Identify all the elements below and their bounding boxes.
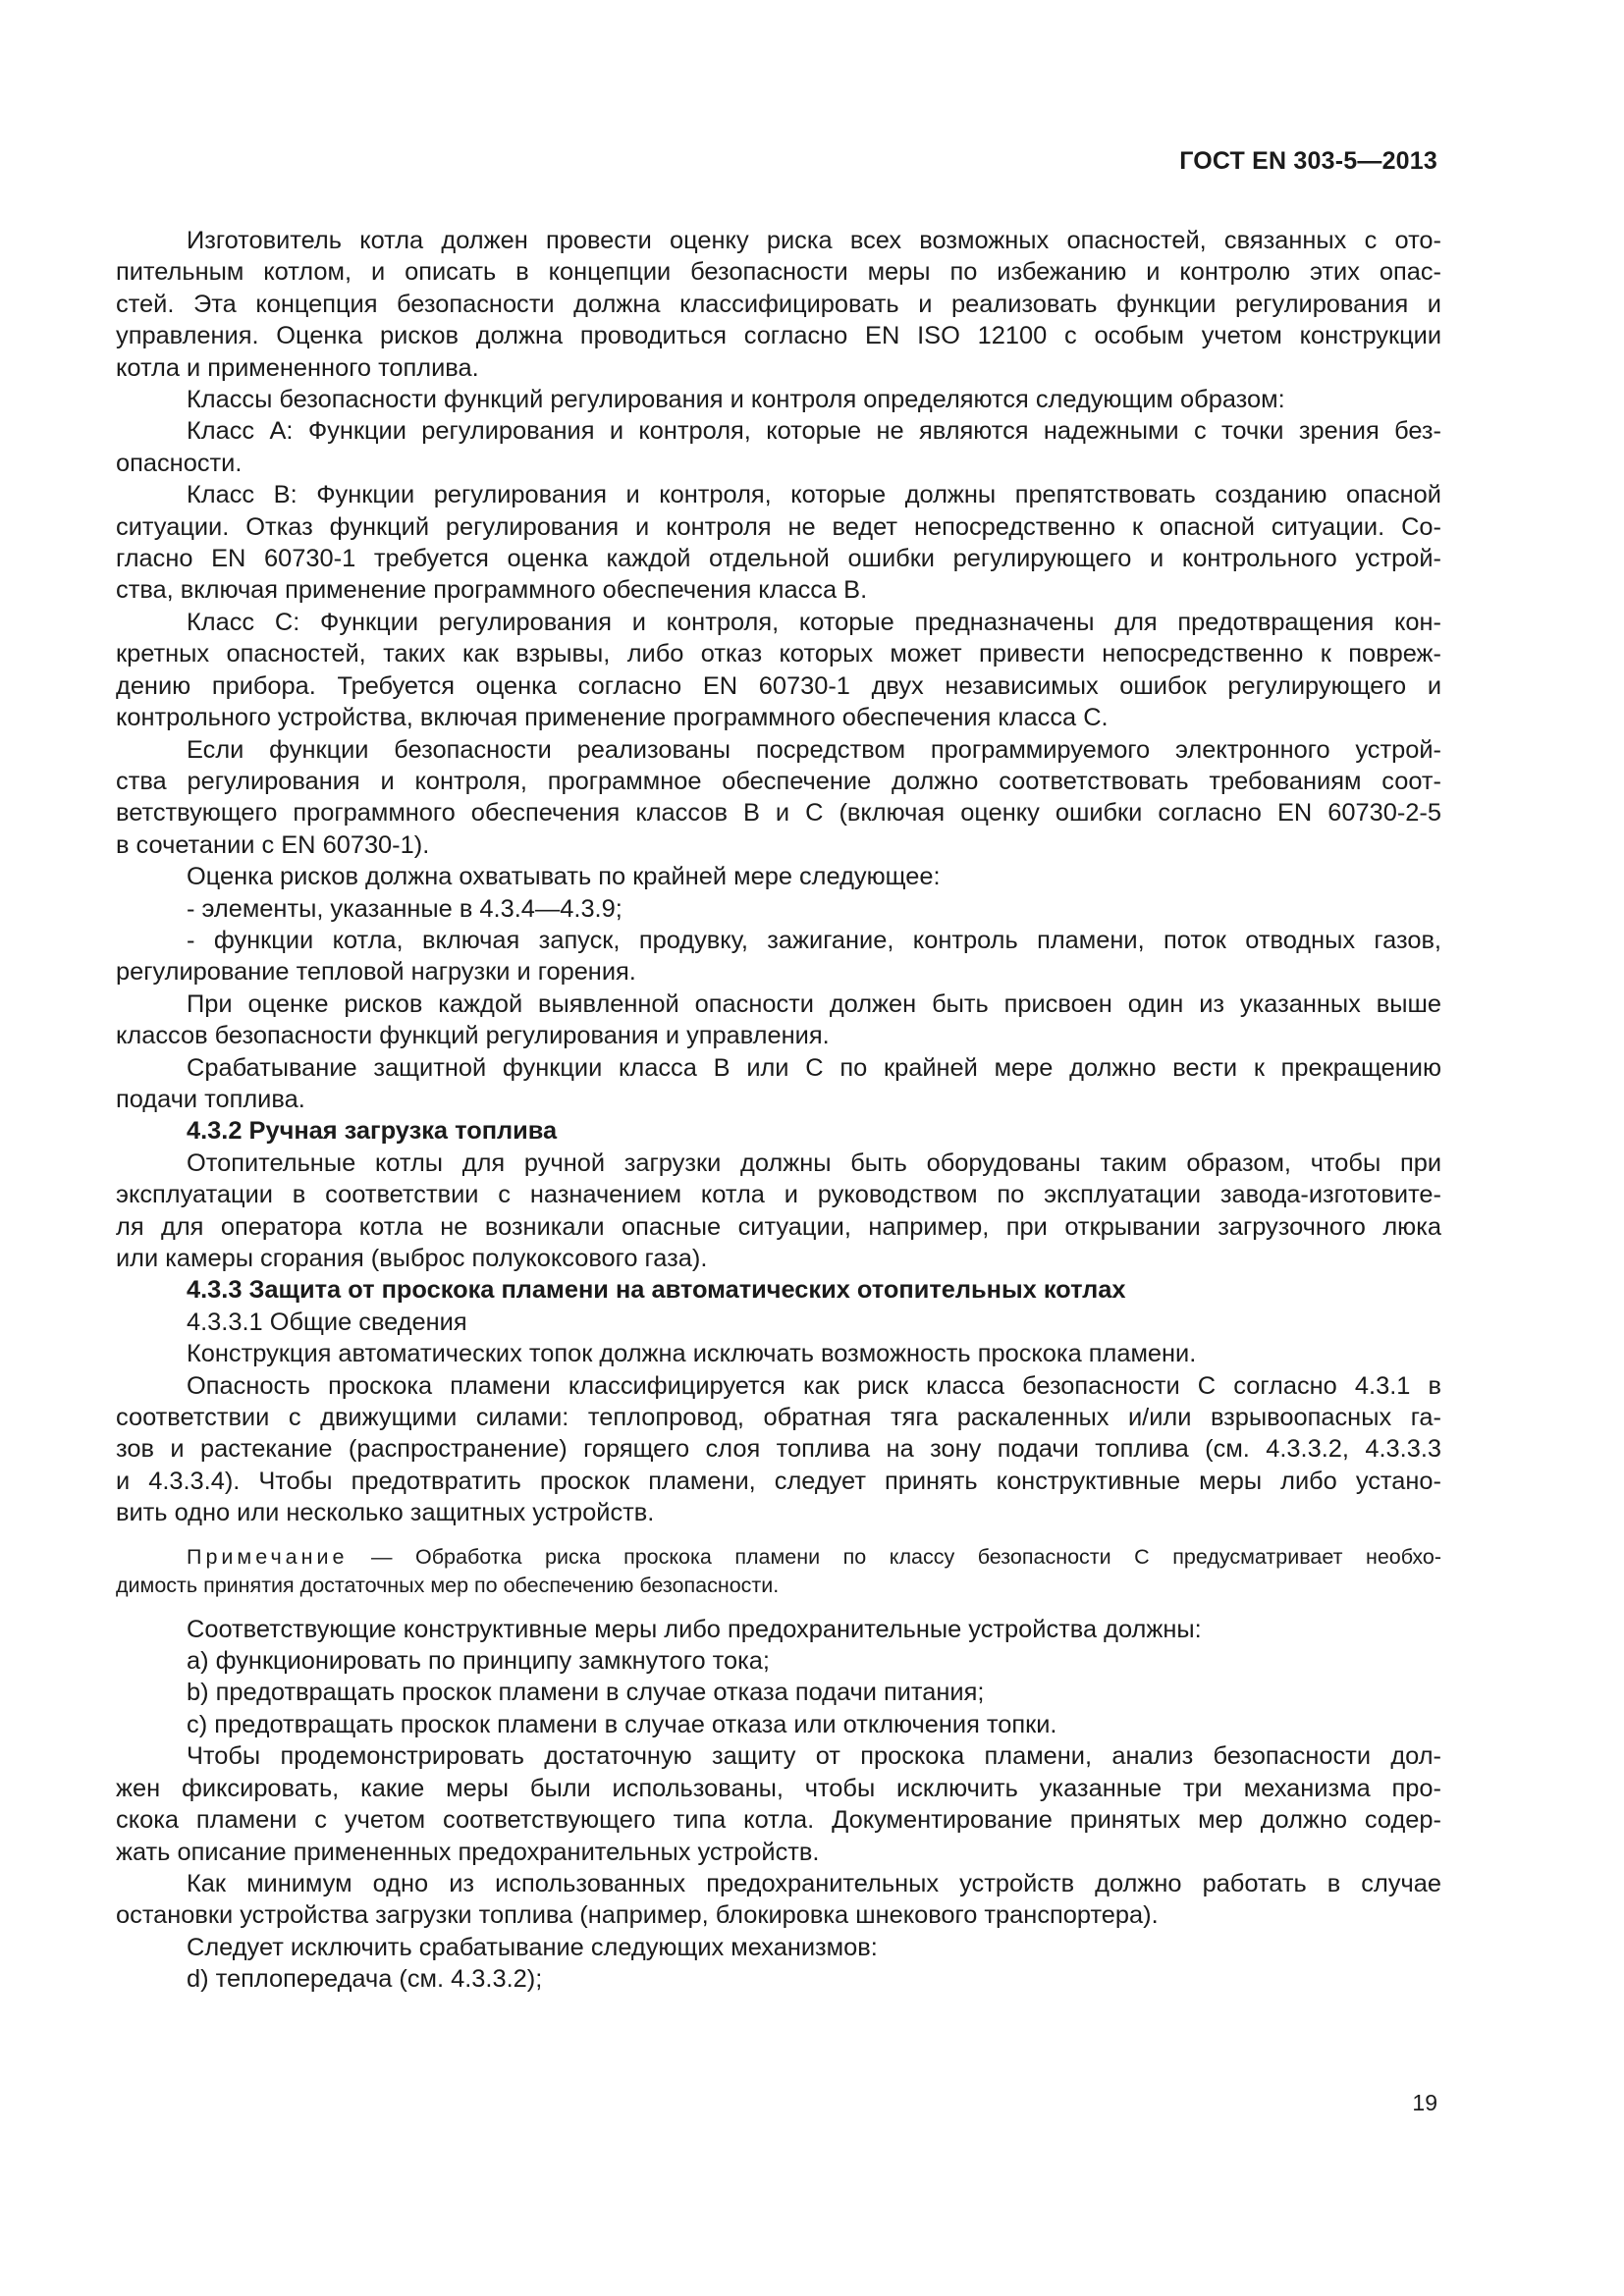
paragraph bbox=[116, 1052, 1441, 1116]
text-line: гласно EN 60730-1 требуется оценка каждой отдельной ошибки регулирующего и контрольного устрой- bbox=[116, 545, 1441, 573]
text-line: ситуации. Отказ функций регулирования и контроля не ведет непосредственно к опасной ситуации. Со- bbox=[116, 512, 1441, 541]
text-line: контрольного устройства, включая применение программного обеспечения класса С. bbox=[116, 704, 1109, 732]
page-number: 19 bbox=[1412, 2090, 1437, 2115]
note-block bbox=[116, 1543, 1441, 1600]
subsection-heading-4-3-3-1: 4.3.3.1 Общие сведения bbox=[187, 1308, 467, 1336]
paragraph bbox=[116, 734, 1441, 862]
text-line: дению прибора. Требуется оценка согласно EN 60730-1 двух независимых ошибок регулирующего и bbox=[116, 671, 1441, 700]
text-line: и 4.3.3.4). Чтобы предотвратить проскок пламени, следует принять конструктивные меры либо устано- bbox=[116, 1467, 1441, 1495]
text-line: Конструкция автоматических топок должна исключать возможность проскока пламени. bbox=[187, 1340, 1197, 1368]
text-line: Опасность проскока пламени классифицируется как риск класса безопасности С согласно 4.3.1 в bbox=[187, 1371, 1441, 1400]
text-line: - элементы, указанные в 4.3.4—4.3.9; bbox=[187, 894, 623, 923]
list-item bbox=[116, 925, 1441, 988]
text-line: классов безопасности функций регулирования и управления. bbox=[116, 1022, 830, 1050]
text-line: эксплуатации в соответствии с назначением котла и руководством по эксплуатации завода-изготовите- bbox=[116, 1181, 1441, 1209]
text-line: Класс С: Функции регулирования и контроля, которые предназначены для предотвращения кон- bbox=[187, 608, 1441, 636]
paragraph bbox=[116, 1338, 1441, 1369]
text-line: стей. Эта концепция безопасности должна классифицировать и реализовать функции регулирования и bbox=[116, 290, 1441, 318]
paragraph bbox=[116, 861, 1441, 892]
text-line: Если функции безопасности реализованы посредством программируемого электронного устрой- bbox=[187, 735, 1441, 764]
paragraph bbox=[116, 1932, 1441, 1963]
paragraph bbox=[116, 1148, 1441, 1275]
paragraph bbox=[116, 1614, 1441, 1645]
list-item bbox=[116, 1709, 1441, 1740]
paragraph bbox=[116, 1370, 1441, 1529]
paragraph bbox=[116, 415, 1441, 479]
text-line: вить одно или несколько защитных устройств. bbox=[116, 1499, 655, 1527]
paragraph bbox=[116, 607, 1441, 734]
text-line: Отопительные котлы для ручной загрузки должны быть оборудованы таким образом, чтобы при bbox=[187, 1148, 1441, 1177]
text-line: Срабатывание защитной функции класса В или С по крайней мере должно вести к прекращению bbox=[187, 1053, 1441, 1082]
list-item bbox=[116, 1963, 1441, 1995]
text-line: или камеры сгорания (выброс полукоксового газа). bbox=[116, 1245, 708, 1272]
text-line: b) предотвращать проскок пламени в случае отказа подачи питания; bbox=[187, 1679, 985, 1707]
text-line: ства регулирования и контроля, программное обеспечение должно соответствовать требованиям соот- bbox=[116, 767, 1441, 795]
paragraph bbox=[116, 988, 1441, 1052]
text-line: регулирование тепловой нагрузки и горения. bbox=[116, 958, 636, 987]
text-line: При оценке рисков каждой выявленной опасности должен быть присвоен один из указанных выше bbox=[187, 989, 1441, 1018]
text-line: Изготовитель котла должен провести оценку риска всех возможных опасностей, связанных с ото- bbox=[187, 227, 1441, 254]
standard-header: ГОСТ EN 303-5—2013 bbox=[1179, 147, 1437, 175]
list-item bbox=[116, 893, 1441, 925]
text-line: в сочетании с EN 60730-1). bbox=[116, 830, 430, 859]
text-line: Как минимум одно из использованных предохранительных устройств должно работать в случае bbox=[187, 1869, 1441, 1897]
text-line: Классы безопасности функций регулирования и контроля определяются следующим образом: bbox=[187, 386, 1285, 414]
paragraph bbox=[116, 1740, 1441, 1868]
text-line: - функции котла, включая запуск, продувку, зажигание, контроль пламени, поток отводных газов, bbox=[187, 926, 1441, 954]
text-line: Следует исключить срабатывание следующих механизмов: bbox=[187, 1933, 878, 1961]
text-line: Оценка рисков должна охватывать по крайней мере следующее: bbox=[187, 863, 941, 891]
document-body bbox=[116, 225, 1441, 1996]
text-line: зов и растекание (распространение) горящего слоя топлива на зону подачи топлива (см. 4.3.3.2, 4.3.3.3 bbox=[116, 1435, 1441, 1464]
text-line: котла и примененного топлива. bbox=[116, 353, 479, 382]
list-item bbox=[116, 1645, 1441, 1677]
text-line: Класс В: Функции регулирования и контроля, которые должны препятствовать созданию опасной bbox=[187, 481, 1441, 509]
paragraph bbox=[116, 479, 1441, 607]
paragraph bbox=[116, 225, 1441, 384]
text-line: подачи топлива. bbox=[116, 1085, 305, 1113]
text-line: ля для оператора котла не возникали опасные ситуации, например, при открывании загрузочного люка bbox=[116, 1212, 1441, 1241]
text-line: пительным котлом, и описать в концепции безопасности меры по избежанию и контролю этих опас- bbox=[116, 258, 1441, 287]
text-line: соответствии с движущими силами: теплопровод, обратная тяга раскаленных и/или взрывоопасных га- bbox=[116, 1404, 1441, 1432]
text-line: опасности. bbox=[116, 449, 243, 477]
text-line: ветствующего программного обеспечения классов В и С (включая оценку ошибки согласно EN 60730-2-5 bbox=[116, 799, 1441, 828]
text-line: кретных опасностей, таких как взрывы, либо отказ которых может привести непосредственно к повреж- bbox=[116, 640, 1441, 668]
section-heading-4-3-3: 4.3.3 Защита от проскока пламени на автоматических отопительных котлах bbox=[187, 1276, 1126, 1305]
text-line: жать описание примененных предохранительных устройств. bbox=[116, 1838, 820, 1866]
text-line: остановки устройства загрузки топлива (например, блокировка шнекового транспортера). bbox=[116, 1901, 1159, 1930]
paragraph bbox=[116, 1868, 1441, 1932]
text-line: a) функционировать по принципу замкнутого тока; bbox=[187, 1647, 770, 1676]
text-line: Чтобы продемонстрировать достаточную защиту от проскока пламени, анализ безопасности дол- bbox=[187, 1742, 1441, 1771]
text-line: Класс А: Функции регулирования и контроля, которые не являются надежными с точки зрения без- bbox=[187, 417, 1441, 446]
text-line: жен фиксировать, какие меры были использованы, чтобы исключить указанные три механизма про- bbox=[116, 1774, 1441, 1802]
paragraph bbox=[116, 384, 1441, 415]
list-item bbox=[116, 1677, 1441, 1708]
note-text: димость принятия достаточных мер по обеспечению безопасности. bbox=[116, 1573, 780, 1597]
text-line: ства, включая применение программного обеспечения класса В. bbox=[116, 576, 868, 605]
text-line: d) теплопередача (см. 4.3.3.2); bbox=[187, 1965, 543, 1994]
text-line: Соответствующие конструктивные меры либо предохранительные устройства должны: bbox=[187, 1615, 1202, 1643]
text-line: управления. Оценка рисков должна проводиться согласно EN ISO 12100 с особым учетом конструкции bbox=[116, 322, 1441, 350]
text-line: c) предотвращать проскок пламени в случае отказа или отключения топки. bbox=[187, 1710, 1057, 1738]
section-heading-4-3-2: 4.3.2 Ручная загрузка топлива bbox=[187, 1117, 558, 1146]
text-line: скока пламени с учетом соответствующего типа котла. Документирование принятых мер должно содер- bbox=[116, 1806, 1441, 1835]
note-text: — Обработка риска проскока пламени по классу безопасности С предусматривает необхо- bbox=[348, 1544, 1441, 1569]
note-label: Примечание bbox=[187, 1544, 349, 1569]
